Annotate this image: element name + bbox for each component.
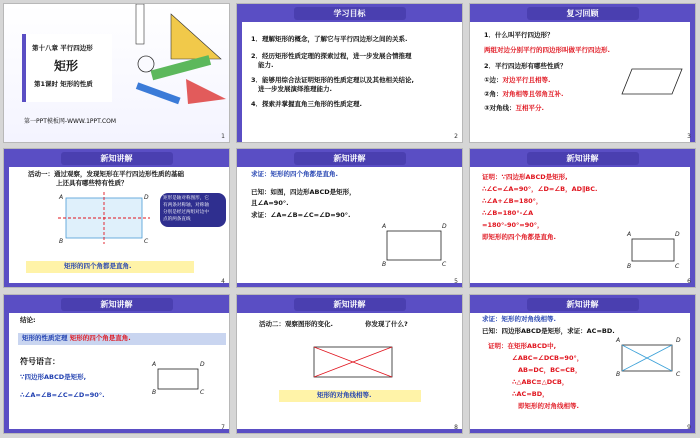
header-title: 新知讲解 [527,152,639,165]
rectangle-figure [630,237,680,267]
prove-text: 求证：∠A=∠B=∠C=∠D=90°. [251,211,351,219]
bottom-bar [470,429,695,433]
theorem-statement: 矩形的四个角是直角. [69,334,131,342]
bottom-bar [470,283,695,287]
slide-number: 6 [687,278,691,285]
proof-line-3: AB=DC，BC=CB， [518,366,582,374]
point-b: B [627,263,632,270]
proof-line-1: 证明：∵四边形ABCD是矩形, [482,173,568,181]
side-label: ①边：对边平行且相等. [484,76,551,84]
proof-line-5: =180°-90°=90°， [482,221,544,229]
header-title: 学习目标 [294,7,406,20]
slide-9-thumbnail[interactable] [469,294,696,434]
chapter-title: 第十八章 平行四边形 [32,44,93,52]
symbol-line-1: ∵四边形ABCD是矩形, [20,373,87,381]
slide-2-thumbnail[interactable] [236,3,463,143]
slide-number: 1 [221,133,225,140]
rectangle-symmetry-figure [64,196,164,246]
given-text: 已知：如图，四边形ABCD是矩形， [251,188,356,196]
slide-number: 9 [687,424,691,431]
header-title: 新知讲解 [294,152,406,165]
point-c: C [144,238,149,245]
slide-number: 5 [454,278,458,285]
bottom-bar [237,283,462,287]
bubble-line-2: 有两条对称轴，对称轴 [163,203,209,208]
slide-number: 2 [454,133,458,140]
slide-6-thumbnail[interactable] [469,148,696,288]
slide-number: 4 [221,278,225,285]
point-c: C [442,261,447,268]
point-b: B [382,261,387,268]
lesson-title: 第1课时 矩形的性质 [34,80,93,88]
footer-text: 第一PPT模板网-WWW.1PPT.COM [24,118,117,125]
proof-line-2: ∠ABC=∠DCB=90°， [512,354,584,362]
objective-3-cont: 进一步发展演绎推理能力. [258,85,332,93]
question-2: 2．平行四边形有哪些性质？ [484,62,567,70]
point-d: D [200,361,205,368]
slide-1-thumbnail[interactable] [3,3,230,143]
left-bar [237,4,242,142]
proof-line-4: ∴∠B=180°-∠A [482,209,534,217]
slide-header [470,4,695,22]
bubble-line-3: 分别是经过两组对边中 [163,210,209,215]
objective-2-cont: 能力. [258,61,274,69]
slide-header [237,149,462,167]
slide-header [470,295,695,313]
slide-title: 矩形 [54,59,79,73]
header-title: 新知讲解 [294,298,406,311]
point-b: B [616,371,621,378]
given-text-cont: 且∠A=90°. [251,199,289,207]
rectangle-diagonals-figure [620,343,682,383]
slide-header [4,295,229,313]
right-bar [690,149,695,287]
point-b: B [59,238,64,245]
slide-5-thumbnail[interactable] [236,148,463,288]
point-a: A [59,194,64,201]
proof-line-6: 即矩形的对角线相等. [518,402,579,410]
conclusion-label: 结论: [20,316,36,324]
activity-text: 活动二：观察图形的变化. [259,320,333,328]
header-title: 新知讲解 [61,152,173,165]
point-d: D [442,223,447,230]
point-a: A [627,231,632,238]
question-1: 1．什么叫平行四边形？ [484,31,554,39]
proof-line-4: ∴△ABC≌△DCB， [512,378,569,386]
diagonal-property: 互相平分. [515,104,544,112]
point-d: D [675,231,680,238]
objective-4: 4．探索并掌握直角三角形的性质定理. [251,100,362,108]
slide-header [237,295,462,313]
right-bar [690,4,695,142]
activity-question: 你发现了什么? [365,320,408,328]
rectangle-figure [156,367,206,397]
slide-8-thumbnail[interactable] [236,294,463,434]
slide-number: 3 [687,133,691,140]
objective-3: 3．能够用综合法证明矩形的性质定理以及其他相关结论, [251,76,414,84]
point-a: A [616,337,621,344]
point-c: C [676,371,681,378]
parallelogram-figure [620,64,690,104]
stationery-illustration [116,4,226,114]
activity-text-cont: 上还具有哪些特有性质？ [56,179,128,187]
header-title: 新知讲解 [527,298,639,311]
slide-header [470,149,695,167]
side-property: 对边平行且相等. [502,76,551,84]
header-title: 新知讲解 [61,298,173,311]
conclusion-text: 矩形的四个角都是直角. [64,262,132,270]
header-title: 复习回顾 [527,7,639,20]
proof-line-6: 即矩形的四个角都是直角. [482,233,556,241]
slide-header [4,149,229,167]
claim-text: 求证：矩形的四个角都是直角. [251,170,338,178]
proof-line-1: 证明：在矩形ABCD中, [488,342,557,350]
explanation-bubble [160,193,226,227]
proof-line-3: ∴∠A+∠B=180°， [482,197,543,205]
point-b: B [152,389,157,396]
objective-1: 1．理解矩形的概念，了解它与平行四边形之间的关系. [251,35,408,43]
right-bar [690,295,695,433]
bubble-line-1: 矩形是轴对称图形，它 [163,196,209,201]
objective-2: 2．经历矩形性质定理的探索过程，进一步发展合情推理 [251,52,412,60]
diagonal-label: ③对角线：互相平分. [484,104,544,112]
conclusion-text: 矩形的对角线相等. [317,391,372,399]
slide-number: 7 [221,424,225,431]
proof-line-2: ∴∠C=∠A=90°，∠D=∠B，AD∥BC. [482,185,598,193]
point-d: D [676,337,681,344]
rectangle-diagonals-figure [312,345,402,385]
bottom-bar [237,429,462,433]
rectangle-figure [385,229,445,264]
slide-4-thumbnail[interactable] [3,148,230,288]
answer-1: 两组对边分别平行的四边形叫做平行四边形. [484,46,610,54]
symbol-line-2: ∴∠A=∠B=∠C=∠D=90°. [20,391,105,399]
theorem-label: 矩形的性质定理 矩形的四个角是直角. [22,334,131,342]
point-d: D [144,194,149,201]
slide-3-thumbnail[interactable] [469,3,696,143]
slide-7-thumbnail[interactable] [3,294,230,434]
activity-text: 活动一：通过观察，发现矩形在平行四边形性质的基础 [28,170,184,178]
given-text: 已知：四边形ABCD是矩形，求证：AC=BD. [482,327,615,335]
point-a: A [382,223,387,230]
claim-text: 求证：矩形的对角线相等. [482,315,556,323]
point-c: C [200,389,205,396]
angle-property: 对角相等且邻角互补. [502,90,564,98]
angle-label: ②角：对角相等且邻角互补. [484,90,564,98]
symbol-heading: 符号语言： [20,357,60,366]
slide-number: 8 [454,424,458,431]
bubble-line-4: 点的两条直线 [163,217,191,222]
bottom-bar [4,429,229,433]
point-a: A [152,361,157,368]
slide-header [237,4,462,22]
proof-line-5: ∴AC=BD， [512,390,549,398]
left-bar [4,149,9,287]
left-bar [4,295,9,433]
bottom-bar [4,283,229,287]
point-c: C [675,263,680,270]
